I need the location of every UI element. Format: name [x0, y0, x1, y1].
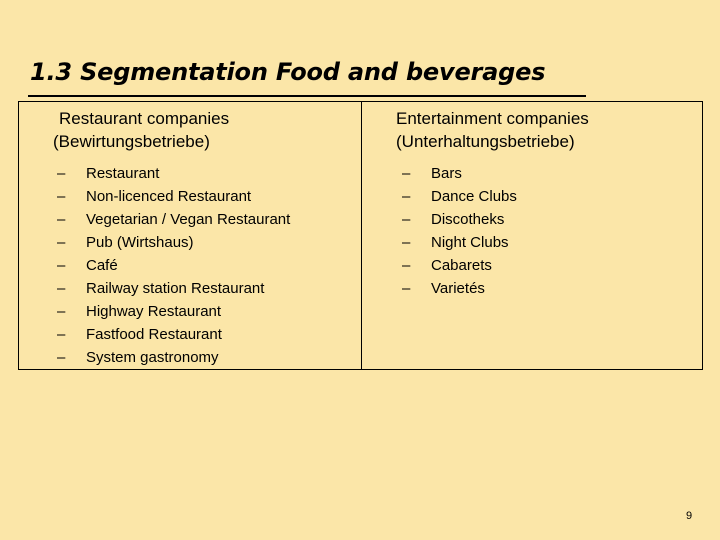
list-item	[57, 277, 290, 300]
dash-bullet: –	[57, 234, 66, 251]
left-header-line1: Restaurant companies	[59, 109, 230, 128]
right-header-line2: (Unterhaltungsbetriebe)	[396, 132, 575, 151]
list-item-label: Dance Clubs	[431, 188, 517, 205]
dash-bullet: –	[57, 326, 66, 343]
dash-bullet: –	[57, 303, 66, 320]
list-item	[57, 254, 290, 277]
list-item-label: Varietés	[431, 280, 485, 297]
list-item-label: Cabarets	[431, 257, 492, 274]
restaurant-list	[57, 162, 290, 369]
right-column-header	[396, 107, 589, 153]
list-item-label: Restaurant	[86, 165, 160, 182]
list-item-label: Highway Restaurant	[86, 303, 222, 320]
list-item	[402, 254, 517, 277]
dash-bullet: –	[57, 280, 66, 297]
list-item	[57, 185, 290, 208]
list-item-label: Pub (Wirtshaus)	[86, 234, 194, 251]
list-item-label: Fastfood Restaurant	[86, 326, 222, 343]
dash-bullet: –	[57, 188, 66, 205]
dash-bullet: –	[402, 280, 411, 297]
list-item	[57, 231, 290, 254]
list-item-label: Railway station Restaurant	[86, 280, 265, 297]
page-number: 9	[686, 510, 693, 522]
dash-bullet: –	[57, 257, 66, 274]
list-item	[57, 162, 290, 185]
list-item-label: System gastronomy	[86, 349, 219, 366]
list-item	[402, 231, 517, 254]
dash-bullet: –	[402, 257, 411, 274]
list-item-label: Non-licenced Restaurant	[86, 188, 252, 205]
list-item	[402, 277, 517, 300]
column-divider	[361, 102, 362, 369]
left-header-line2: (Bewirtungsbetriebe)	[53, 132, 210, 151]
list-item-label: Night Clubs	[431, 234, 509, 251]
title-underline	[28, 95, 586, 97]
list-item	[57, 346, 290, 369]
list-item-label: Café	[86, 257, 118, 274]
dash-bullet: –	[402, 211, 411, 228]
right-header-line1: Entertainment companies	[396, 109, 589, 128]
list-item	[57, 300, 290, 323]
list-item	[402, 208, 517, 231]
dash-bullet: –	[57, 165, 66, 182]
entertainment-list	[402, 162, 517, 300]
list-item-label: Bars	[431, 165, 462, 182]
dash-bullet: –	[402, 165, 411, 182]
list-item-label: Vegetarian / Vegan Restaurant	[86, 211, 291, 228]
dash-bullet: –	[402, 234, 411, 251]
list-item	[402, 162, 517, 185]
list-item	[57, 208, 290, 231]
left-column-header	[53, 107, 229, 153]
list-item	[402, 185, 517, 208]
dash-bullet: –	[402, 188, 411, 205]
list-item-label: Discotheks	[431, 211, 505, 228]
segmentation-table	[18, 101, 703, 370]
dash-bullet: –	[57, 211, 66, 228]
page-title: 1.3 Segmentation Food and beverages	[30, 58, 546, 86]
dash-bullet: –	[57, 349, 66, 366]
list-item	[57, 323, 290, 346]
